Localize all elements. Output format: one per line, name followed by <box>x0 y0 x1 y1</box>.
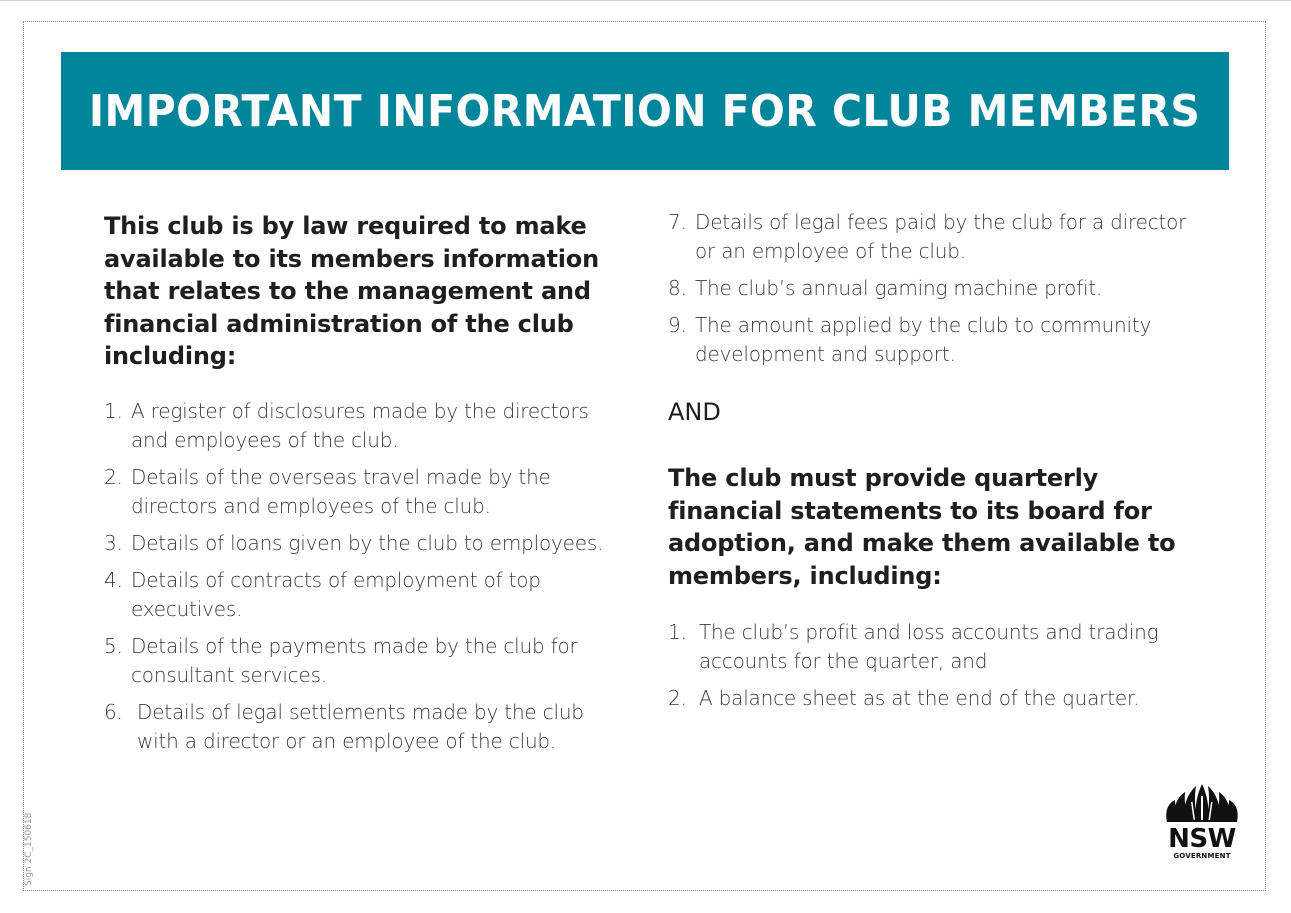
left-list <box>104 397 624 756</box>
list-item <box>104 566 624 624</box>
top-divider <box>0 0 1291 1</box>
list-item-text: Details of the payments made by the club for consultant services. <box>131 633 578 687</box>
left-column <box>104 210 624 764</box>
list-item <box>668 274 1198 303</box>
list-item-number: 3. <box>104 530 123 555</box>
right-list <box>668 208 1198 369</box>
and-separator: AND <box>668 398 721 426</box>
left-intro: This club is by law required to make available to its members information that relates to the management and financial administration of the club including: <box>104 212 599 370</box>
list-item <box>668 208 1198 266</box>
list-item-text: The club’s profit and loss accounts and trading accounts for the quarter, and <box>699 620 1159 673</box>
list-item <box>104 463 624 521</box>
logo-subtitle: GOVERNMENT <box>1173 852 1231 860</box>
list-item-number: 1. <box>104 398 123 423</box>
nsw-government-logo <box>1160 782 1244 872</box>
list-item-number: 9. <box>668 313 687 337</box>
list-item <box>104 529 624 558</box>
right-column <box>668 208 1198 721</box>
list-item-text: Details of contracts of employment of top executives. <box>131 567 541 621</box>
list-item-text: A register of disclosures made by the directors and employees of the club. <box>131 398 589 452</box>
list-item <box>104 632 624 690</box>
title-banner <box>61 52 1229 170</box>
list-item-number: 4. <box>104 567 123 592</box>
logo-wordmark: NSW <box>1168 824 1236 854</box>
list-item-number: 1. <box>668 620 687 644</box>
list-item <box>668 311 1198 369</box>
list-item-number: 7. <box>668 210 687 234</box>
list-item-text: Details of loans given by the club to employees. <box>131 530 604 555</box>
list-item-number: 5. <box>104 633 123 658</box>
list-item-number: 6. <box>104 699 123 724</box>
list-item-text: The club’s annual gaming machine profit. <box>695 276 1103 300</box>
statements-list <box>668 618 1198 713</box>
list-item-text: Details of legal settlements made by the club with a director or an employee of the club. <box>137 699 584 753</box>
page-title: IMPORTANT INFORMATION FOR CLUB MEMBERS <box>89 85 1201 137</box>
right-intro: The club must provide quarterly financial statements to its board for adoption, and make them available to members, including: <box>668 464 1176 590</box>
list-item-number: 2. <box>668 686 687 710</box>
waratah-icon <box>1163 782 1241 824</box>
list-item-text: The amount applied by the club to community development and support. <box>695 313 1152 366</box>
list-item-number: 2. <box>104 464 123 489</box>
list-item <box>104 698 624 756</box>
list-item-number: 8. <box>668 276 687 300</box>
list-item <box>104 397 624 455</box>
list-item-text: A balance sheet as at the end of the quarter. <box>699 686 1140 710</box>
list-item <box>668 618 1198 676</box>
list-item-text: Details of the overseas travel made by the directors and employees of the club. <box>131 464 551 518</box>
list-item-text: Details of legal fees paid by the club for a director or an employee of the club. <box>695 210 1187 263</box>
sign-code: Sign 2C_150618 <box>24 812 34 886</box>
list-item <box>668 684 1198 713</box>
